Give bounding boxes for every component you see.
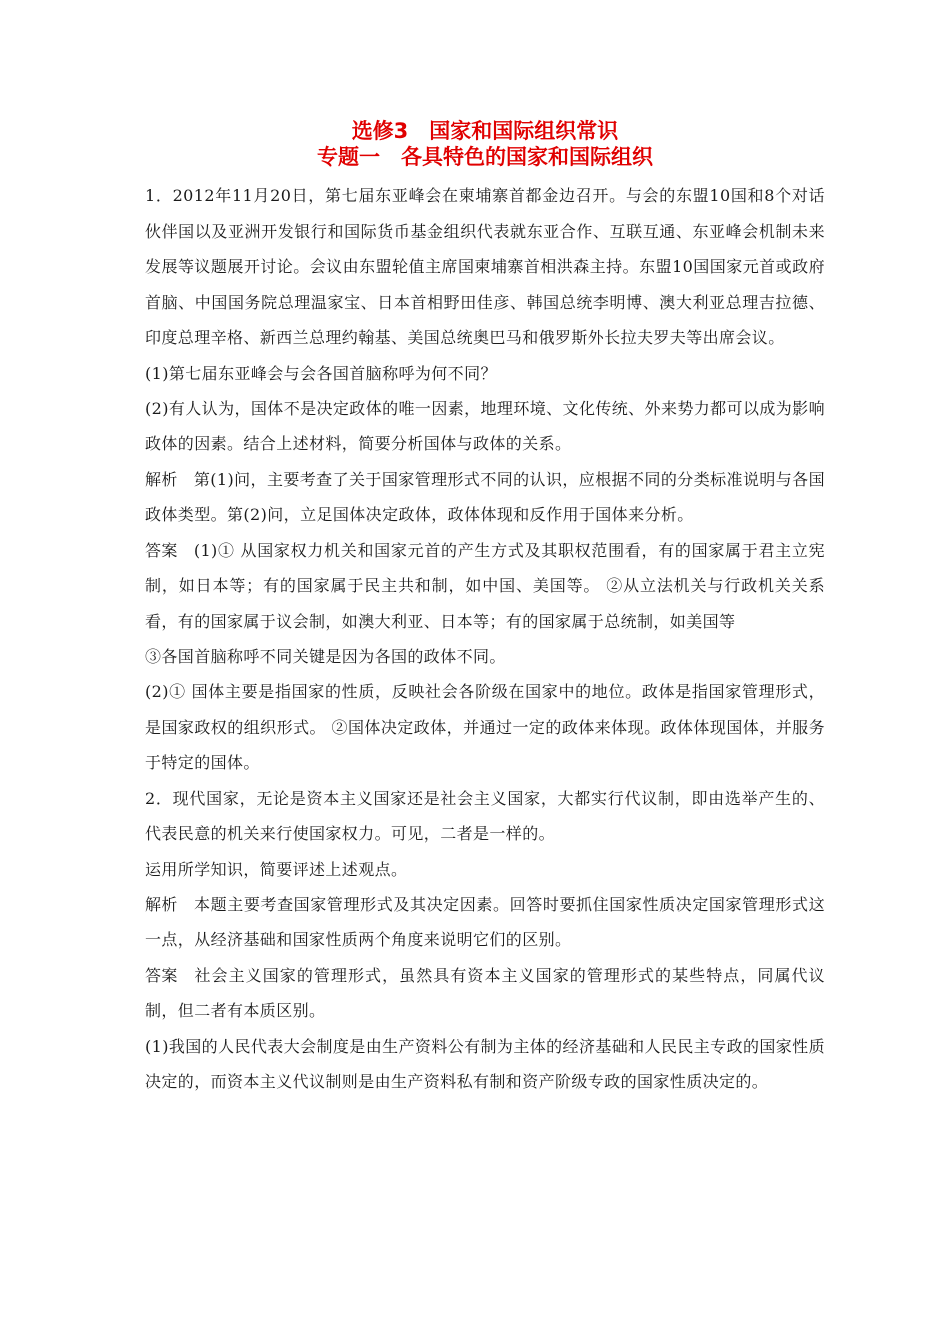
paragraph-text: (2)有人认为，国体不是决定政体的唯一因素，地理环境、文化传统、外来势力都可以成为影响政体的因素。结合上述材料，简要分析国体与政体的关系。 — [145, 398, 825, 453]
paragraph-text: 2．现代国家，无论是资本主义国家还是社会主义国家，大都实行代议制，即由选举产生的、代表民意的机关来行使国家权力。可见，二者是一样的。 — [145, 788, 825, 843]
title-line-2: 专题一 各具特色的国家和国际组织 — [317, 145, 653, 169]
answer-label: 答案 — [145, 965, 178, 985]
document-body — [145, 178, 825, 1100]
question-1-analysis — [145, 462, 825, 533]
question-2-prompt — [145, 852, 825, 887]
paragraph-text: (1)第七届东亚峰会与会各国首脑称呼为何不同？ — [145, 363, 497, 383]
answer-label: 答案 — [145, 540, 178, 560]
paragraph-text: 社会主义国家的管理形式，虽然具有资本主义国家的管理形式的某些特点，同属代议制，但二者有本质区别。 — [145, 965, 825, 1020]
paragraph-text: (1)我国的人民代表大会制度是由生产资料公有制为主体的经济基础和人民民主专政的国家性质决定的，而资本主义代议制则是由生产资料私有制和资产阶级专政的国家性质决定的。 — [145, 1036, 825, 1091]
question-2-stem — [145, 781, 825, 852]
question-1-answer — [145, 533, 825, 640]
title-line-1: 选修3 国家和国际组织常识 — [351, 119, 619, 143]
question-1-answer-cont — [145, 639, 825, 674]
question-2-answer — [145, 958, 825, 1029]
question-1-part-2 — [145, 391, 825, 462]
question-1-answer-part-2 — [145, 674, 825, 781]
paragraph-text: 1．2012年11月20日，第七届东亚峰会在柬埔寨首都金边召开。与会的东盟10国和8个对话伙伴国以及亚洲开发银行和国际货币基金组织代表就东亚合作、互联互通、东亚峰会机制未来发展等议题展开讨论。会议由东盟轮值主席国柬埔寨首相洪森主持。东盟10国国家元首或政府首脑、中国国务院总理温家宝、日本首相野田佳彦、韩国总统李明博、澳大利亚总理吉拉德、印度总理辛格、新西兰总理约翰基、美国总统奥巴马和俄罗斯外长拉夫罗夫等出席会议。 — [145, 186, 825, 347]
paragraph-text: 第(1)问，主要考查了关于国家管理形式不同的认识，应根据不同的分类标准说明与各国政体类型。第(2)问，立足国体决定政体，政体体现和反作用于国体来分析。 — [145, 469, 825, 524]
analysis-label: 解析 — [145, 469, 178, 489]
question-2-analysis — [145, 887, 825, 958]
document-page — [145, 118, 825, 1100]
paragraph-text: 本题主要考查国家管理形式及其决定因素。回答时要抓住国家性质决定国家管理形式这一点，从经济基础和国家性质两个角度来说明它们的区别。 — [145, 894, 825, 949]
document-title — [145, 118, 825, 170]
paragraph-text: 运用所学知识，简要评述上述观点。 — [145, 859, 408, 879]
question-1-part-1 — [145, 356, 825, 391]
analysis-label: 解析 — [145, 894, 178, 914]
paragraph-text: (1)① 从国家权力机关和国家元首的产生方式及其职权范围看，有的国家属于君主立宪制，如日本等；有的国家属于民主共和制，如中国、美国等。 ②从立法机关与行政机关关系看，有的国家属于议会制，如澳大利亚、日本等；有的国家属于总统制，如美国等 — [145, 540, 825, 631]
question-1-stem — [145, 178, 825, 356]
question-2-answer-part-1 — [145, 1029, 825, 1100]
paragraph-text: (2)① 国体主要是指国家的性质，反映社会各阶级在国家中的地位。政体是指国家管理形式，是国家政权的组织形式。 ②国体决定政体，并通过一定的政体来体现。政体体现国体，并服务于特定的国体。 — [145, 682, 825, 772]
paragraph-text: ③各国首脑称呼不同关键是因为各国的政体不同。 — [145, 647, 506, 666]
